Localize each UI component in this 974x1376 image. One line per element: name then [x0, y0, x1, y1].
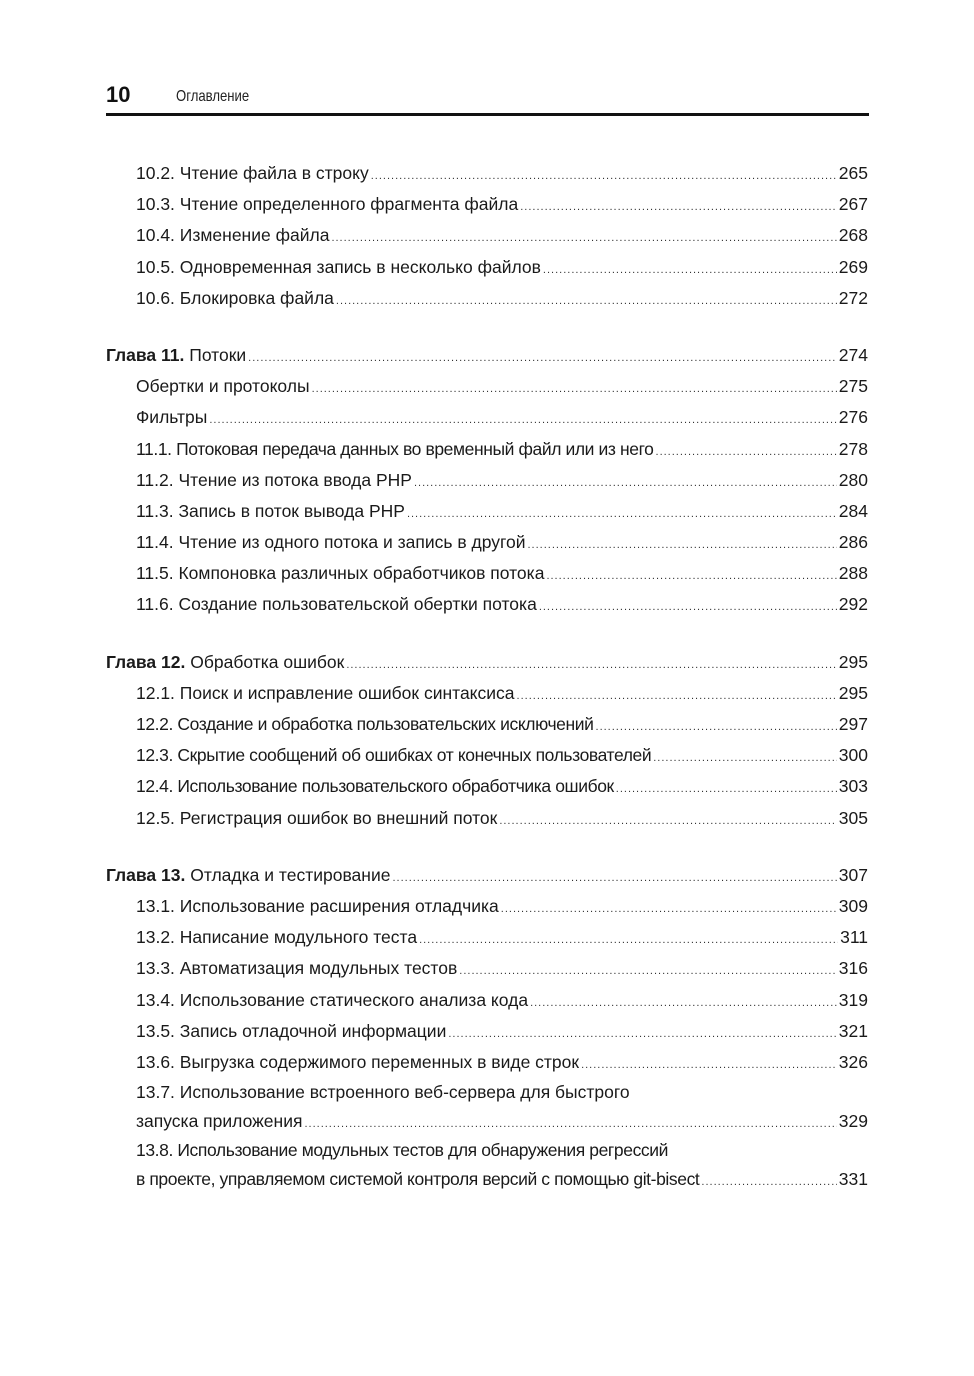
- toc-entry[interactable]: 11.5. Компоновка различных обработчиков потока ..... 288: [106, 558, 868, 589]
- page-ref: 295: [838, 651, 868, 672]
- chapter-title: Отладка и тестирование: [185, 864, 391, 885]
- toc-entry[interactable]: 10.5. Одновременная запись в несколько файлов ..... 269: [106, 252, 868, 283]
- page-ref: 276: [838, 407, 868, 428]
- leader-dots: [336, 286, 837, 317]
- leader-dots: [530, 988, 837, 1019]
- page-ref: 268: [838, 225, 868, 246]
- page-ref: 316: [838, 958, 868, 979]
- leader-dots: [248, 343, 837, 374]
- page-ref: 295: [838, 682, 868, 703]
- leader-dots: [596, 712, 837, 743]
- page-ref: 319: [838, 989, 868, 1010]
- leader-dots: [419, 925, 838, 956]
- leader-dots: [528, 530, 837, 561]
- running-title: Оглавление: [176, 88, 250, 105]
- toc-entry[interactable]: 12.5. Регистрация ошибок во внешний поток ..... 305: [106, 803, 868, 834]
- toc-entry-multiline[interactable]: 13.7. Использование встроенного веб-сервера для быстрого запуска приложения ..... 329: [106, 1078, 868, 1136]
- leader-dots: [616, 774, 837, 805]
- leader-dots: [581, 1050, 837, 1081]
- toc-entry[interactable]: 11.6. Создание пользовательской обертки потока ..... 292: [106, 589, 868, 620]
- toc-entry[interactable]: 13.6. Выгрузка содержимого переменных в виде строк ..... 326: [106, 1047, 868, 1078]
- page-ref: 274: [838, 344, 868, 365]
- page-ref: 321: [838, 1020, 868, 1041]
- page-ref: 288: [838, 563, 868, 584]
- toc-entry[interactable]: 10.4. Изменение файла ..... 268: [106, 220, 868, 251]
- toc-entry[interactable]: Обертки и протоколы ..... 275: [106, 371, 868, 402]
- leader-dots: [520, 192, 837, 223]
- toc-entry[interactable]: 11.3. Запись в поток вывода PHP ..... 284: [106, 496, 868, 527]
- leader-dots: [304, 1110, 836, 1139]
- chapter-title: Потоки: [184, 344, 247, 365]
- leader-dots: [501, 894, 837, 925]
- toc-entry[interactable]: Фильтры ..... 276: [106, 402, 868, 433]
- leader-dots: [448, 1019, 836, 1050]
- page-ref: 300: [838, 745, 868, 766]
- toc-entry-multiline[interactable]: 13.8. Использование модульных тестов для обнаружения регрессий в проекте, управляемом системой контроля версий с помощью git-bisect ..... 331: [106, 1136, 868, 1194]
- chapter-prefix: Глава 11.: [106, 344, 185, 365]
- leader-dots: [543, 255, 837, 286]
- toc-entry[interactable]: 13.3. Автоматизация модульных тестов ..... 316: [106, 953, 868, 984]
- page-ref: 286: [838, 532, 868, 553]
- toc-entry[interactable]: 10.6. Блокировка файла ..... 272: [106, 283, 868, 314]
- toc-entry[interactable]: 12.2. Создание и обработка пользовательских исключений ..... 297: [106, 709, 868, 740]
- toc-entry[interactable]: 12.4. Использование пользовательского обработчика ошибок ..... 303: [106, 771, 868, 802]
- page-ref: 305: [838, 807, 868, 828]
- toc-entry[interactable]: 13.5. Запись отладочной информации ..... 321: [106, 1016, 868, 1047]
- header-rule: [106, 113, 869, 116]
- leader-dots: [546, 561, 836, 592]
- page-ref: 265: [838, 163, 868, 183]
- leader-dots: [656, 437, 837, 468]
- page-ref: 303: [838, 776, 868, 797]
- leader-dots: [371, 161, 837, 192]
- leader-dots: [407, 499, 837, 530]
- toc-entry[interactable]: 11.2. Чтение из потока ввода PHP ..... 280: [106, 465, 868, 496]
- page-number: 10: [106, 82, 131, 107]
- leader-dots: [517, 681, 837, 712]
- leader-dots: [459, 956, 837, 987]
- leader-dots: [414, 468, 837, 499]
- page-ref: 307: [838, 864, 868, 885]
- page-ref: 331: [838, 1169, 868, 1190]
- leader-dots: [346, 650, 836, 681]
- page-ref: 309: [838, 895, 868, 916]
- page-header: [106, 80, 869, 114]
- toc-entry[interactable]: 11.1. Потоковая передача данных во временный файл или из него ..... 278: [106, 434, 868, 465]
- toc-entry[interactable]: 13.4. Использование статического анализа кода ..... 319: [106, 985, 868, 1016]
- toc-entry[interactable]: 12.1. Поиск и исправление ошибок синтаксиса ..... 295: [106, 678, 868, 709]
- page-ref: 280: [838, 469, 868, 490]
- toc-chapter-12[interactable]: [106, 647, 868, 678]
- chapter-prefix: Глава 12.: [106, 651, 186, 672]
- chapter-prefix: Глава 13.: [106, 864, 186, 885]
- page-ref: 297: [838, 714, 868, 734]
- page-ref: 278: [838, 438, 868, 459]
- toc-chapter-13[interactable]: [106, 860, 868, 891]
- table-of-contents: [106, 158, 868, 1194]
- toc-chapter-11[interactable]: [106, 340, 868, 371]
- leader-dots: [331, 223, 836, 254]
- leader-dots: [392, 863, 836, 894]
- leader-dots: [539, 592, 837, 623]
- page-ref: 311: [840, 927, 868, 948]
- leader-dots: [312, 374, 837, 405]
- leader-dots: [209, 405, 836, 436]
- page-ref: 329: [838, 1111, 868, 1132]
- leader-dots: [653, 743, 837, 774]
- page-ref: 269: [838, 256, 868, 277]
- toc-entry[interactable]: 13.2. Написание модульного теста ..... 311: [106, 922, 868, 953]
- leader-dots: [701, 1168, 836, 1197]
- toc-entry[interactable]: 12.3. Скрытие сообщений об ошибках от конечных пользователей ..... 300: [106, 740, 868, 771]
- toc-entry[interactable]: 13.1. Использование расширения отладчика ..... 309: [106, 891, 868, 922]
- page-ref: 284: [838, 500, 868, 521]
- page-ref: 275: [838, 376, 868, 397]
- page-ref: 272: [838, 287, 868, 308]
- leader-dots: [499, 806, 836, 837]
- page-ref: 292: [838, 594, 868, 615]
- toc-entry[interactable]: 11.4. Чтение из одного потока и запись в другой ..... 286: [106, 527, 868, 558]
- toc-entry[interactable]: 10.3. Чтение определенного фрагмента файла ..... 267: [106, 189, 868, 220]
- page-ref: 267: [838, 194, 868, 215]
- chapter-title: Обработка ошибок: [185, 651, 345, 672]
- toc-entry[interactable]: 10.2. Чтение файла в строку ..... 265: [106, 158, 868, 189]
- page-ref: 326: [838, 1051, 868, 1072]
